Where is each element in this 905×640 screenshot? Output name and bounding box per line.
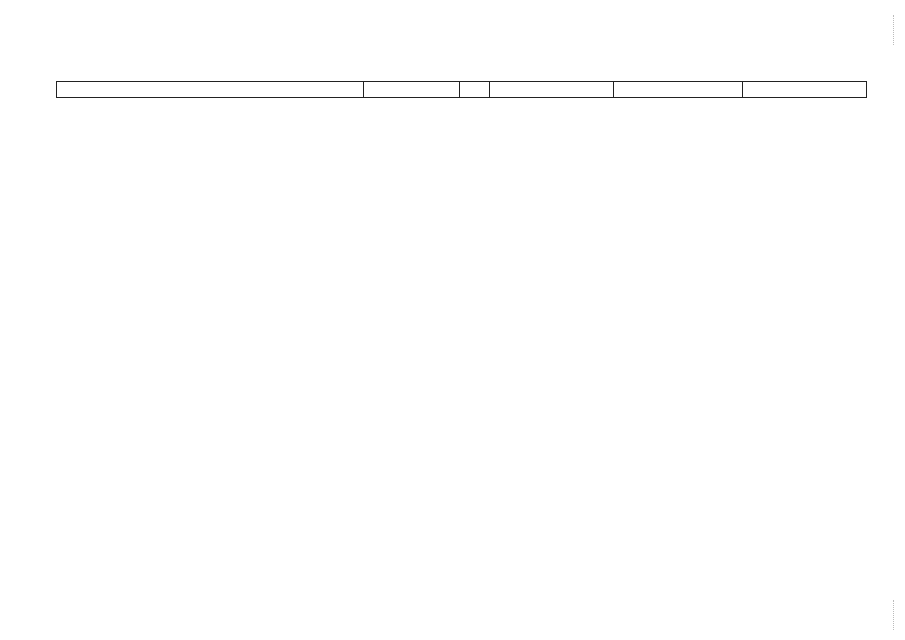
column-header-1: [57, 82, 364, 97]
scan-artifact: [893, 600, 895, 630]
column-header-4: [490, 82, 614, 97]
scan-artifact: [893, 15, 895, 45]
column-header-2: [364, 82, 460, 97]
table-header: [56, 81, 867, 98]
column-header-5: [614, 82, 743, 97]
column-header-3: [460, 82, 490, 97]
column-header-6: [743, 82, 866, 97]
